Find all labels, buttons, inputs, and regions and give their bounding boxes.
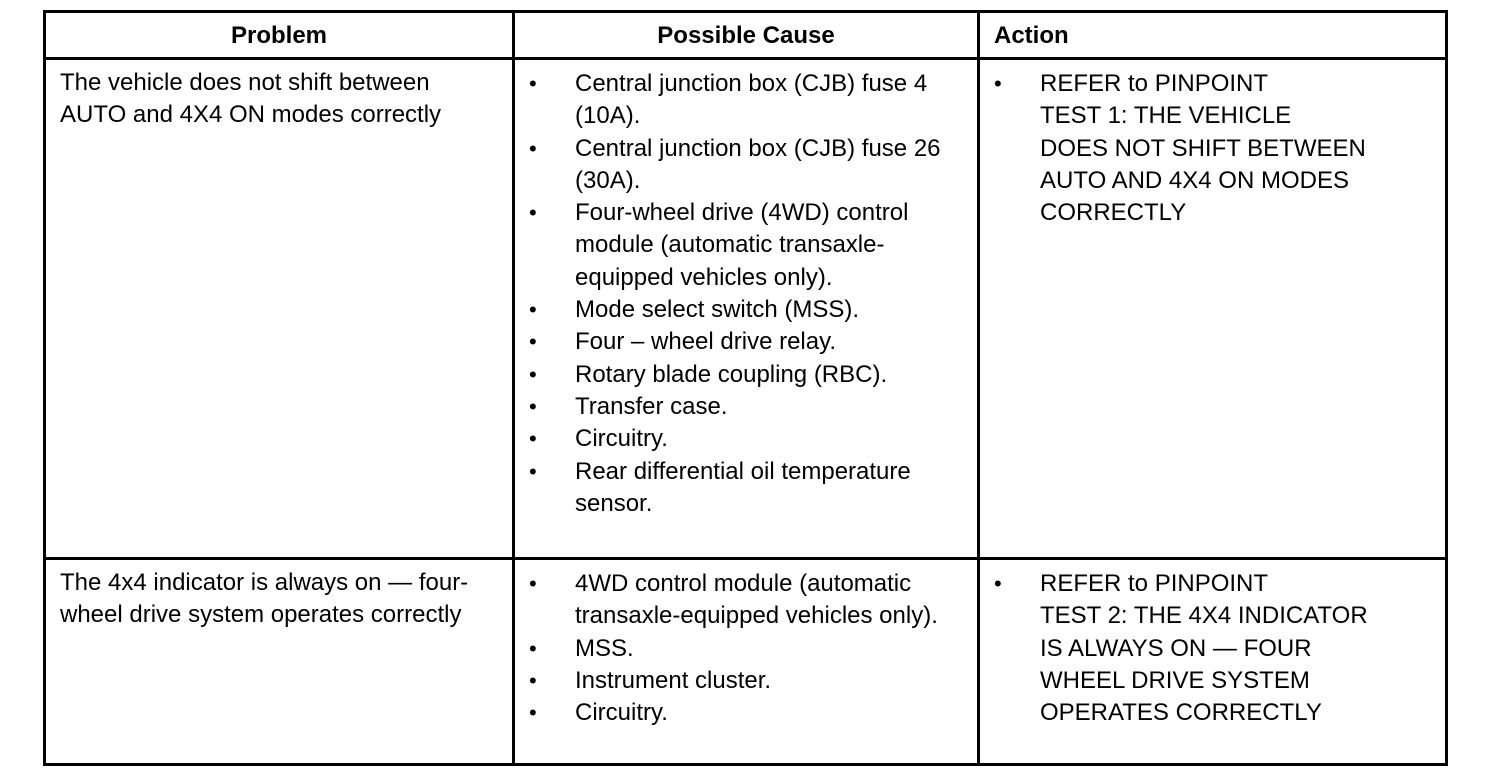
list-item: • Instrument cluster. [515, 665, 977, 697]
list-item: • 4WD control module (automatic transaxle-equipped vehicles only). [529, 570, 938, 630]
bullet-icon: • [529, 200, 537, 226]
header-row [45, 12, 1447, 59]
table-row [45, 559, 1447, 765]
cause-list [515, 60, 977, 520]
list-item: • REFER to PINPOINT TEST 1: THE VEHICLE DOES NOT SHIFT BETWEEN AUTO AND 4X4 ON MODES CORRECTLY [994, 70, 1366, 227]
bullet-icon: • [529, 329, 537, 355]
list-item: • Central junction box (CJB) fuse 4 (10A). [529, 70, 928, 130]
header-action: Action [979, 12, 1447, 59]
list-item: • Circuitry. [515, 423, 977, 455]
problem-cell: The vehicle does not shift between AUTO and 4X4 ON modes correctly [45, 59, 514, 559]
list-item: • Four-wheel drive (4WD) control module (automatic transaxle-equipped vehicles only). [529, 199, 909, 291]
bullet-icon: • [529, 393, 537, 419]
bullet-icon: • [994, 571, 1002, 596]
table-row [45, 59, 1447, 559]
list-item: • Circuitry. [515, 697, 977, 729]
bullet-icon: • [529, 667, 537, 693]
bullet-icon: • [529, 700, 537, 726]
list-item: • Mode select switch (MSS). [515, 294, 977, 326]
bullet-icon: • [529, 71, 537, 96]
list-item: • Rear differential oil temperature sensor. [529, 457, 911, 517]
cause-cell [514, 559, 979, 765]
header-problem: Problem [45, 12, 514, 59]
bullet-icon: • [529, 635, 537, 661]
list-item: • Rotary blade coupling (RBC). [515, 359, 977, 391]
action-cell [979, 59, 1447, 559]
bullet-icon: • [529, 458, 537, 484]
cause-cell [514, 59, 979, 559]
list-item: • Four – wheel drive relay. [515, 326, 977, 358]
problem-cell: The 4x4 indicator is always on — four-wheel drive system operates correctly [45, 559, 514, 765]
bullet-icon: • [529, 361, 537, 387]
bullet-icon: • [529, 135, 537, 161]
action-list [980, 560, 1445, 729]
cause-list [515, 560, 977, 729]
bullet-icon: • [529, 297, 537, 323]
action-list [980, 60, 1445, 229]
header-possible-cause: Possible Cause [514, 12, 979, 59]
list-item: • Transfer case. [515, 391, 977, 423]
diagnostic-table [43, 10, 1448, 766]
bullet-icon: • [529, 426, 537, 452]
action-cell [979, 559, 1447, 765]
bullet-icon: • [994, 71, 1002, 96]
bullet-icon: • [529, 571, 537, 596]
list-item: • Central junction box (CJB) fuse 26 (30A). [529, 134, 941, 194]
list-item: • REFER to PINPOINT TEST 2: THE 4X4 INDICATOR IS ALWAYS ON — FOUR WHEEL DRIVE SYSTEM OPERATES CORRECTLY [994, 570, 1368, 727]
list-item: • MSS. [515, 633, 977, 665]
